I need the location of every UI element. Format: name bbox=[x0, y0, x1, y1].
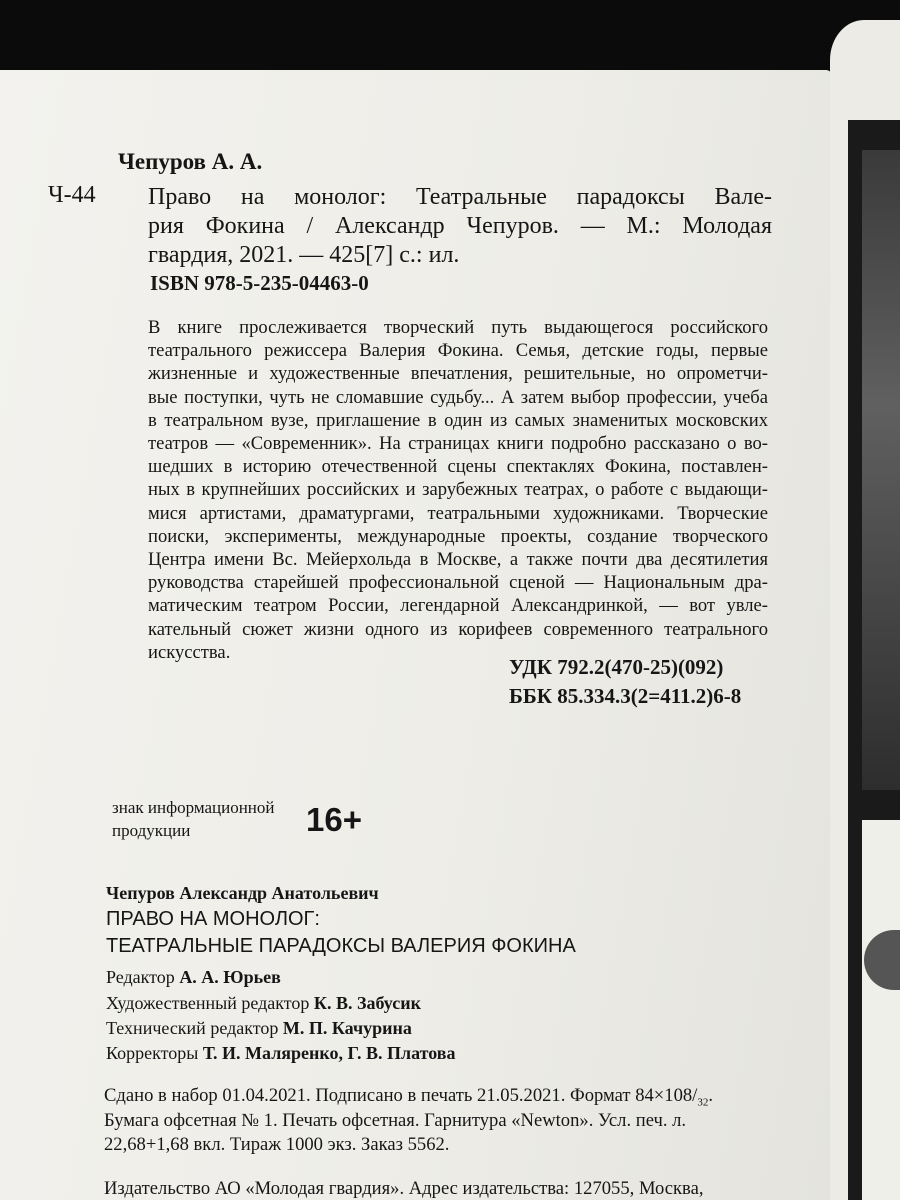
annotation bbox=[148, 316, 768, 664]
author-mark: Ч-44 bbox=[48, 182, 96, 208]
annotation-line: В книге прослеживается творческий путь выдающегося российского bbox=[148, 317, 768, 338]
annotation-line: искусства. bbox=[148, 641, 231, 663]
annotation-line: театров — «Современник». На страницах книги подробно рассказано о во- bbox=[148, 433, 768, 455]
bibliographic-line: гвардия, 2021. — 425[7] с.: ил. bbox=[148, 242, 460, 268]
publisher-info: Издательство АО «Молодая гвардия». Адрес издательства: 127055, Москва, bbox=[104, 1178, 704, 1199]
annotation-line: Центра имени Вс. Мейерхольда в Москве, а также почти два десятилетия bbox=[148, 549, 768, 571]
annotation-line: ных в крупнейших российских и зарубежных театрах, о работе с выдающи- bbox=[148, 479, 768, 501]
annotation-line: матическим театром России, легендарной Александринкой, — вот увле- bbox=[148, 595, 768, 617]
annotation-line: жизненные и художественные впечатления, решительные, но опрометчи- bbox=[148, 363, 768, 385]
age-rating: 16+ bbox=[306, 801, 362, 838]
credit-editor bbox=[106, 968, 281, 986]
bibliographic-line: Право на монолог: Театральные парадоксы Вале- bbox=[148, 184, 772, 210]
bibliographic-line: рия Фокина / Александр Чепуров. — М.: Молодая bbox=[148, 213, 772, 239]
annotation-line: мися артистами, драматургами, театральными художниками. Творческие bbox=[148, 502, 768, 524]
print-info-line-1 bbox=[104, 1087, 713, 1109]
print-format-subscript: 32 bbox=[697, 1096, 709, 1109]
author-heading: Чепуров А. А. bbox=[118, 149, 263, 174]
credit-role: Художественный редактор bbox=[106, 993, 314, 1013]
isbn: ISBN 978-5-235-04463-0 bbox=[150, 271, 369, 295]
annotation-line: поиски, эксперименты, международные проекты, создание творческого bbox=[148, 525, 768, 547]
adjacent-page-photo bbox=[862, 150, 900, 790]
bibliographic-description bbox=[148, 183, 772, 270]
book-title-line-2: ТЕАТРАЛЬНЫЕ ПАРАДОКСЫ ВАЛЕРИЯ ФОКИНА bbox=[106, 935, 576, 957]
age-sign-label-2: продукции bbox=[112, 821, 191, 840]
age-sign-label: знак информационной bbox=[112, 798, 275, 817]
print-info-text: Сдано в набор 01.04.2021. Подписано в печать 21.05.2021. Формат 84×108/ bbox=[104, 1085, 698, 1106]
udk-code: УДК 792.2(470-25)(092) bbox=[509, 655, 724, 679]
print-info-end: . bbox=[708, 1085, 713, 1106]
bbk-code: ББК 85.334.3(2=411.2)6-8 bbox=[509, 684, 742, 708]
annotation-line: в театральном вузе, приглашение в один из самых знаменитых московских bbox=[148, 409, 768, 431]
credit-name: М. П. Качурина bbox=[282, 1018, 412, 1038]
credit-technical-editor bbox=[106, 1019, 412, 1037]
print-info-line-2: Бумага офсетная № 1. Печать офсетная. Гарнитура «Newton». Усл. печ. л. bbox=[104, 1110, 687, 1131]
credit-name: А. А. Юрьев bbox=[179, 967, 281, 987]
annotation-line: кательный сюжет жизни одного из корифеев современного театрального bbox=[148, 618, 768, 640]
credit-proofreaders bbox=[106, 1044, 455, 1062]
credit-role: Технический редактор bbox=[106, 1018, 283, 1038]
credit-name: К. В. Забусик bbox=[313, 993, 421, 1013]
adjacent-page-blank bbox=[862, 820, 900, 1200]
credit-role: Корректоры bbox=[106, 1043, 203, 1063]
credit-name: Т. И. Маляренко, Г. В. Платова bbox=[202, 1043, 456, 1063]
book-title-line-1: ПРАВО НА МОНОЛОГ: bbox=[106, 908, 320, 930]
annotation-line: театрального режиссера Валерия Фокина. Семья, детские годы, первые bbox=[148, 340, 768, 362]
credit-role: Редактор bbox=[106, 967, 180, 987]
annotation-line: вые поступки, чуть не сломавшие судьбу... А затем выбор профессии, учеба bbox=[148, 386, 768, 408]
annotation-line: руководства старейшей профессиональной сценой — Национальным дра- bbox=[148, 572, 768, 594]
credit-art-editor bbox=[106, 994, 421, 1012]
print-info-line-3: 22,68+1,68 вкл. Тираж 1000 экз. Заказ 5562. bbox=[104, 1134, 450, 1155]
full-author-name: Чепуров Александр Анатольевич bbox=[106, 883, 379, 903]
annotation-line: шедших в историю отечественной сцены спектаклях Фокина, поставлен- bbox=[148, 456, 768, 478]
